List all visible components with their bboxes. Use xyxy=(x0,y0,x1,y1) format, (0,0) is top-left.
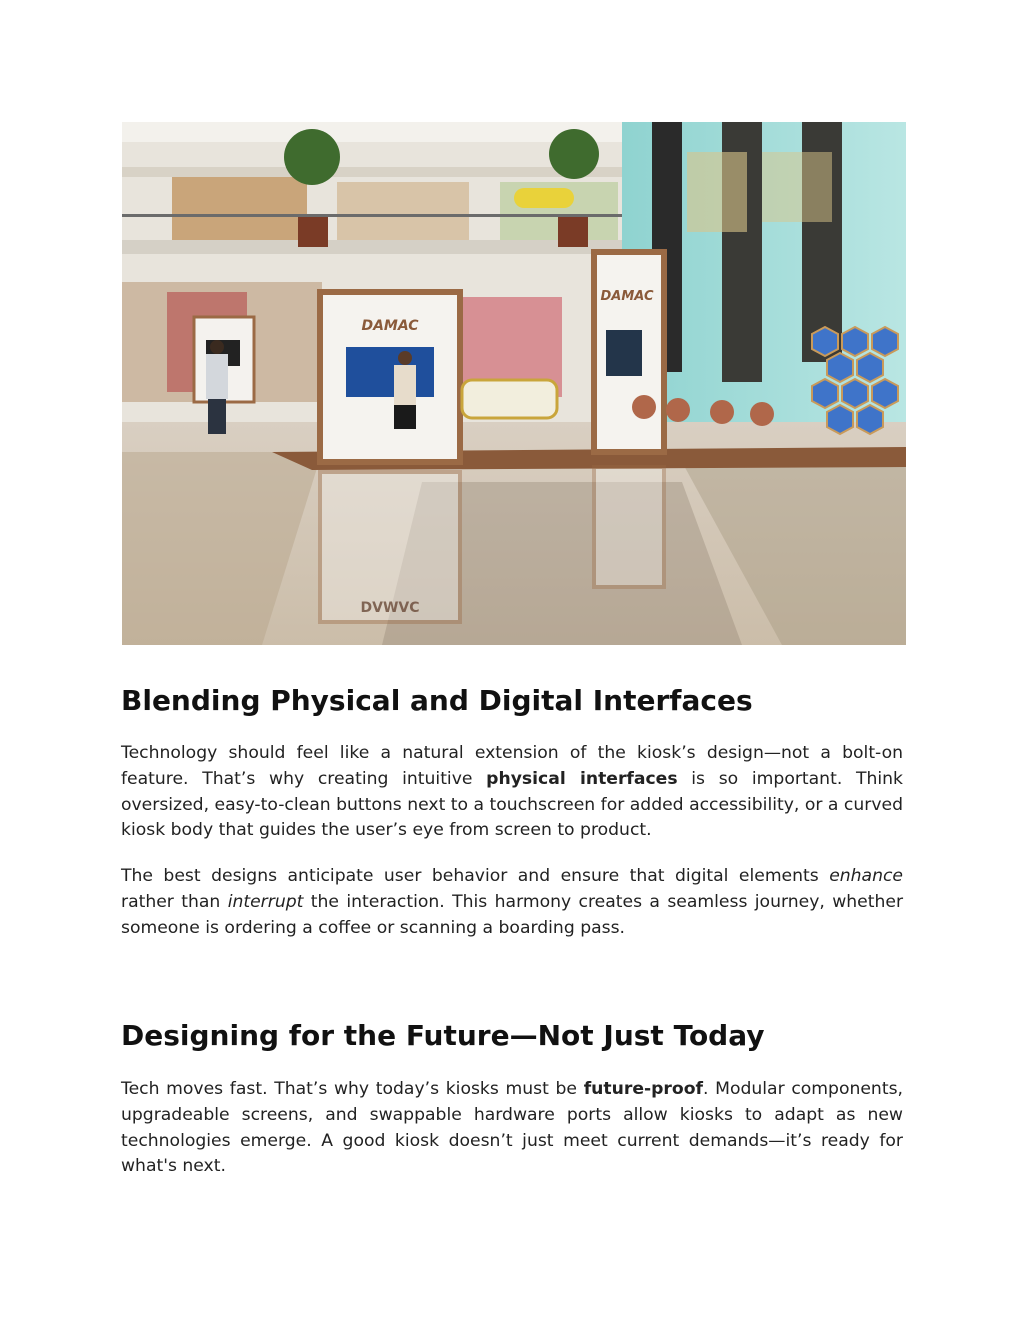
section-heading-blending: Blending Physical and Digital Interfaces xyxy=(121,684,753,717)
text-run: Tech moves fast. That’s why today’s kiosks must be xyxy=(121,1079,584,1099)
svg-text:DAMAC: DAMAC xyxy=(600,289,654,304)
paragraph-future-proof xyxy=(121,1077,903,1180)
paragraph-physical-interfaces xyxy=(121,741,903,844)
text-run: The best designs anticipate user behavior and ensure that digital elements xyxy=(121,866,830,886)
mall-kiosk-photo xyxy=(122,122,906,645)
paragraph-best-designs xyxy=(121,864,903,941)
text-run: rather than xyxy=(121,891,228,912)
italic-term-interrupt: interrupt xyxy=(227,891,304,912)
text-run: is so important. Think oversized, easy-to-clean buttons next to a touchscreen for added accessibility, or a curved kiosk body that guides the user’s eye from screen to product. xyxy=(121,768,904,841)
text-run: the interaction. This harmony creates a seamless journey, whether someone is ordering a coffee or scanning a boarding pass. xyxy=(121,891,904,938)
text-run: Technology should feel like a natural extension of the kiosk’s design—not a bolt-on feature. That’s why creating intuitive xyxy=(121,743,903,789)
bold-term-future-proof: future-proof xyxy=(583,1079,703,1099)
svg-text:DAMAC: DAMAC xyxy=(361,318,419,334)
italic-term-enhance: enhance xyxy=(829,866,903,886)
bold-term-physical-interfaces: physical interfaces xyxy=(486,768,678,789)
section-heading-future: Designing for the Future—Not Just Today xyxy=(121,1019,765,1052)
svg-text:DVWVC: DVWVC xyxy=(360,600,420,616)
text-run: . Modular components, upgradeable screens, and swappable hardware ports allow kiosks to adapt as new technologies emerge. A good kiosk doesn’t just meet current demands—it’s ready for what's next. xyxy=(121,1079,903,1177)
